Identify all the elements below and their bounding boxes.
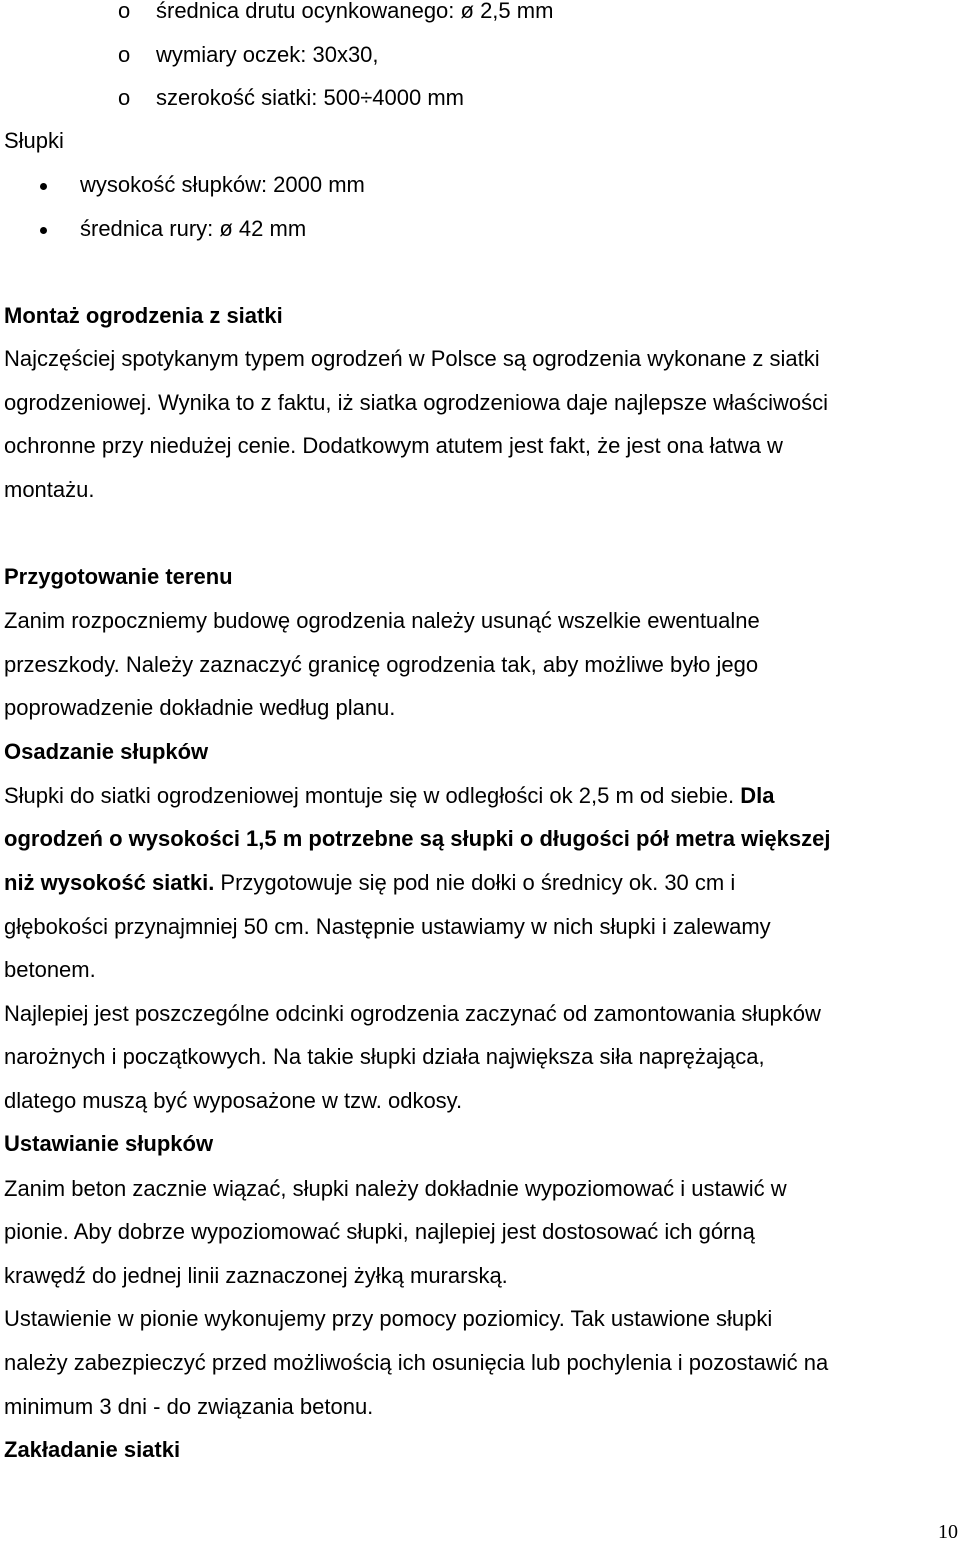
- paragraph-line: Najlepiej jest poszczególne odcinki ogrodzenia zaczynać od zamontowania słupków: [4, 1001, 821, 1026]
- list-marker: o: [118, 85, 131, 110]
- bullet-dot-icon: [40, 227, 47, 234]
- list-item: średnica drutu ocynkowanego: ø 2,5 mm: [156, 0, 554, 23]
- text-bold: Dla: [740, 783, 775, 808]
- section-heading-przygotowanie: Przygotowanie terenu: [4, 564, 233, 589]
- paragraph-line: Zanim rozpoczniemy budowę ogrodzenia należy usunąć wszelkie ewentualne: [4, 608, 760, 633]
- paragraph-line: przeszkody. Należy zaznaczyć granicę ogrodzenia tak, aby możliwe było jego: [4, 652, 759, 677]
- paragraph-line: [4, 783, 774, 809]
- paragraph-line: Zanim beton zacznie wiązać, słupki należy dokładnie wypoziomować i ustawić w: [4, 1176, 787, 1201]
- text-normal: Przygotowuje się pod nie dołki o średnicy ok. 30 cm i: [214, 870, 736, 895]
- paragraph-line: ogrodzeniowej. Wynika to z faktu, iż siatka ogrodzeniowa daje najlepsze właściwości: [4, 390, 828, 415]
- paragraph-line: krawędź do jednej linii zaznaczonej żyłką murarską.: [4, 1263, 508, 1288]
- text-normal: Słupki do siatki ogrodzeniowej montuje się w odległości ok 2,5 m od siebie.: [4, 783, 741, 808]
- paragraph-line: minimum 3 dni - do związania betonu.: [4, 1394, 374, 1419]
- list-item: wymiary oczek: 30x30,: [156, 42, 379, 67]
- text-bold: niż wysokość siatki.: [4, 870, 215, 895]
- paragraph-line: Najczęściej spotykanym typem ogrodzeń w Polsce są ogrodzenia wykonane z siatki: [4, 346, 820, 371]
- paragraph-line: pionie. Aby dobrze wypoziomować słupki, najlepiej jest dostosować ich górną: [4, 1219, 755, 1244]
- paragraph-line: narożnych i początkowych. Na takie słupki działa największa siła naprężająca,: [4, 1044, 765, 1069]
- list-marker: o: [118, 0, 131, 23]
- list-item: wysokość słupków: 2000 mm: [80, 172, 365, 197]
- section-heading-zakladanie: Zakładanie siatki: [4, 1437, 181, 1462]
- section-heading-ustawianie: Ustawianie słupków: [4, 1131, 214, 1156]
- section-heading-montaz: Montaż ogrodzenia z siatki: [4, 303, 283, 328]
- list-marker: o: [118, 42, 131, 67]
- page-number: 10: [938, 1521, 958, 1543]
- paragraph-line: dlatego muszą być wyposażone w tzw. odkosy.: [4, 1088, 463, 1113]
- list-item: szerokość siatki: 500÷4000 mm: [156, 85, 464, 110]
- paragraph-line: głębokości przynajmniej 50 cm. Następnie ustawiamy w nich słupki i zalewamy: [4, 914, 771, 939]
- paragraph-line: poprowadzenie dokładnie według planu.: [4, 695, 396, 720]
- paragraph-line: betonem.: [4, 957, 96, 982]
- paragraph-line-bold: ogrodzeń o wysokości 1,5 m potrzebne są słupki o długości pół metra większej: [4, 826, 831, 851]
- slupki-label: Słupki: [4, 128, 64, 153]
- bullet-dot-icon: [40, 183, 47, 190]
- paragraph-line: montażu.: [4, 477, 95, 502]
- paragraph-line: ochronne przy niedużej cenie. Dodatkowym atutem jest fakt, że jest ona łatwa w: [4, 433, 783, 458]
- paragraph-line: Ustawienie w pionie wykonujemy przy pomocy poziomicy. Tak ustawione słupki: [4, 1306, 773, 1331]
- section-heading-osadzanie: Osadzanie słupków: [4, 739, 209, 764]
- list-item: średnica rury: ø 42 mm: [80, 216, 307, 241]
- paragraph-line: należy zabezpieczyć przed możliwością ich osunięcia lub pochylenia i pozostawić na: [4, 1350, 829, 1375]
- paragraph-line: [4, 870, 735, 896]
